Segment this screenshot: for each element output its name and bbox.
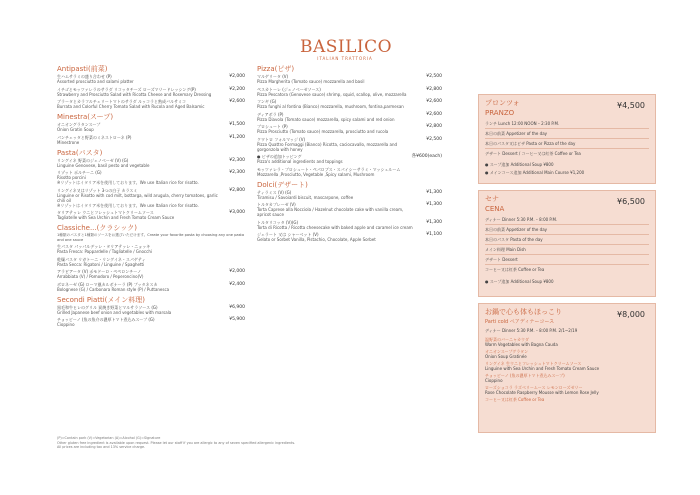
menu-item: アラビアータ (V) ポモドーロ・ペペロンチーノ Arrabbiata (V) / Pomodoro / Peperoncino(V) ¥2,000 xyxy=(57,269,245,279)
item-price: ¥2,000 xyxy=(229,269,245,274)
section-antipasti xyxy=(57,64,245,109)
section-title: Minestra(スープ) xyxy=(57,113,114,121)
course-box-pair-dinner xyxy=(478,303,656,433)
item-price: ¥3,000 xyxy=(229,210,245,215)
item-price: ¥5,900 xyxy=(229,317,245,322)
menu-item: マルゲリータ (V) Pizza Margherita (Tomato sauce) mozzarella and basil ¥2,500 xyxy=(257,74,442,84)
menu-item: クワトロ フォルマッジ (V) Pizza Quattro Formaggi (Bianco) Ricotta, caciocavallo, mozzarella and gorgonzola with honey ¥2,500 xyxy=(257,136,442,152)
menu-item: モッツァレラ・プロシュート・ペパロブス・スパイシーサラミ・マッシュルーム Mozzarella ,Prosciutto, Vegetable ,Spicy salami, Mushroom xyxy=(257,166,401,177)
menu-item: パンチェッタと野菜のミネストローネ (P) Minestrone ¥1,200 xyxy=(57,134,245,145)
divider xyxy=(485,264,649,265)
item-price: ¥6,900 xyxy=(229,304,245,310)
menu-column-left xyxy=(57,62,245,330)
menu-item: リゾット ポルチーニ (G) Risotto porcini ※リゾットはイタリア米を使用しております。We use Italian rice for risotto. ¥2,300 xyxy=(57,170,245,185)
menu-item: タリアテッレ ウニとフレッシュトマトクリームソース Tagliatelle with Sea Urchin and Fresh Tomato Cream Sauce ¥3,000 xyxy=(57,210,245,220)
section-title: Pasta(パスタ) xyxy=(57,148,103,157)
divider xyxy=(485,234,649,235)
menu-item: トルタリコッタ (V)(G) Torta di Ricotta / Ricotta cheesecake with baked apple and caramel ice cream ¥1,300 xyxy=(257,219,442,230)
item-price: ¥2,600 xyxy=(426,99,442,104)
section-dolci xyxy=(257,180,442,243)
course-row: 本日の前菜 Appetizer of the day xyxy=(485,131,548,136)
menu-item: トルタカプレーゼ (V) Torta Caprese alla Nocciola / Hazelnut chocolate cake with vanilla cream, apricot sauce ¥1,300 xyxy=(257,202,442,217)
course-row: オニオンスープグラタン xyxy=(485,349,529,354)
course-title-en: CENA xyxy=(485,205,505,213)
course-row: コーヒー又は紅茶 Coffee or Tea xyxy=(485,267,545,272)
course-row: デザート Dessert / コーヒー又は紅茶 Coffee or Tea xyxy=(485,151,581,156)
menu-item: フンギ (G) Pizza funghi al fontina (Bianco) mozzarella, mushroom, fontina,parmesan ¥2,600 xyxy=(257,99,442,109)
course-addon: ● メインコース追加 Additional Main Course ¥1,200 xyxy=(485,170,585,175)
course-title: セナ xyxy=(485,195,499,203)
menu-item: イチゴとモッツァレラのサラダ リコッタチーズ ローズマリードレッシング(P) Strawberry and Prosciutto Salad with Ricotta Cheese and Rosemary Dressing ¥2,200 xyxy=(57,86,245,97)
divider xyxy=(485,138,649,139)
course-row: リングイネ 生ウニとフレッシュトマトクリームソース xyxy=(485,361,582,366)
item-price: ¥1,300 xyxy=(426,202,442,207)
course-title-en: Parti cold ペアディナーコース xyxy=(485,319,555,325)
course-addon: ● スープ追加 Additional Soup ¥800 xyxy=(485,162,554,167)
course-row: ローズショコラ ラズベリームース レモンローズゼリー xyxy=(485,385,583,390)
course-row: Warm Vegetables with Bagna Cauda xyxy=(485,342,558,347)
course-row: 本日のパスタ又はピザ Pasta or Pizza of the day xyxy=(485,141,576,146)
item-price: ¥2,600 xyxy=(229,99,245,104)
course-price: ¥8,000 xyxy=(617,310,645,319)
course-row: Cioppino xyxy=(485,378,503,383)
item-price: ¥1,300 xyxy=(426,219,442,225)
menu-item: 生ハムサラミの盛り合わせ (P) Assorted prosciutto and salami platter ¥2,000 xyxy=(57,74,245,84)
course-row: ランチ Lunch 12:00 NOON – 2:30 P.M. xyxy=(485,121,560,126)
menu-item: ボロネーゼ (G) ローマ風カルボナーラ (P) プッタネスカ Bolognese (G) / Carbonara Roman style (P) / Puttanesca ¥2,400 xyxy=(57,281,245,292)
item-price: ¥2,800 xyxy=(426,86,442,92)
item-price: ¥2,800 xyxy=(426,124,442,129)
section-pizza xyxy=(257,64,442,177)
course-box-cena xyxy=(478,190,656,297)
item-price: ¥2,600 xyxy=(426,111,442,117)
course-row: Rose Chocolate Raspberry Mousse with Lemon Rose Jelly xyxy=(485,390,599,395)
divider xyxy=(485,244,649,245)
course-box-pranzo xyxy=(478,94,656,184)
menu-item: プロシュート (P) Pizza Prosciutto (Tomato sauce) mozzarella, prosciutto and rucola ¥2,800 xyxy=(257,124,442,134)
item-price: 各¥600(each) xyxy=(411,154,442,159)
menu-item: リングイネ又はリゾット 3つの白子 カラスミ Linguine or Risotto with cod milt, bottarga, wild arugula, cherry tomatoes, garlic chili oil ※リゾットはイタリア米を使用しております。We use Italian rice for risotto. ¥2,800 xyxy=(57,187,245,208)
menu-item: ペスカトーレ (ジェノベーゼソース) Pizza Pescatora (Genovese sauce) shrimp, squid, scallop, olive, mozzarella ¥2,800 xyxy=(257,86,442,97)
section-classiche xyxy=(57,223,245,292)
item-price: ¥2,400 xyxy=(229,281,245,287)
item-price: ¥1,100 xyxy=(426,232,442,237)
menu-item: オニオングラタンスープ Onion Gratin Soup ¥1,500 xyxy=(57,122,245,132)
menu-item: 乾燥パスタ リガトーニ・リングイネ・スパゲティ Pasta Secca: Rigatoni / Linguine / Spaghetti xyxy=(57,256,146,267)
menu-item: チョッピーノ (魚の魚介の濃厚トマト煮込みスープ (G) Cioppino ¥5,900 xyxy=(57,317,245,327)
course-title: お鍋で心も体もほっこり xyxy=(485,308,562,316)
course-addon: ● スープ追加 Additional Soup ¥800 xyxy=(485,279,554,284)
course-row: 温野菜のバーニャカウダ xyxy=(485,337,529,342)
course-price: ¥6,500 xyxy=(617,197,645,206)
course-row: ディナー Dinner 5:30 P.M. – 8:00 P.M. xyxy=(485,217,558,222)
item-price: ¥1,200 xyxy=(229,134,245,140)
menu-item: リングイネ 野菜のジェノベーゼ (V) (G) Linguine Genovese, basil pesto and vegetable ¥2,300 xyxy=(57,157,245,168)
menu-item: ジェラート 又は シャーベット (V) Gelato or Sorbet Vanilla, Pistachio, Chocolate, Apple Sorbet ¥1,100 xyxy=(257,232,442,242)
course-row: Onion Soup Gratinée xyxy=(485,354,527,359)
section-title: Classiche...(クラシック) xyxy=(57,224,137,232)
section-title: Pizza(ピザ) xyxy=(257,65,295,73)
item-price: ¥2,500 xyxy=(426,74,442,79)
course-row: 本日の前菜 Appetizer of the day xyxy=(485,227,548,232)
menu-item: 黒毛和牛ヒレのグリル 炭焼き野菜とマルサラソース (G) Grilled Japanese beef onion and vegetables with marsala ¥6,900 xyxy=(57,304,245,315)
divider xyxy=(485,128,649,129)
menu-item: ● ピザの追加トッピング Pizza's additional ingredients and toppings 各¥600(each) xyxy=(257,154,442,164)
divider xyxy=(485,148,649,149)
item-price: ¥1,300 xyxy=(426,189,442,195)
menu-item: ブラータとカラフルチェリートマトのサラダ ルッコラと熟成バルサミコ Burrata and Colorful Cherry Tomato Salad with Rucola and Aged Balsamic ¥2,600 xyxy=(57,99,245,109)
course-row: コーヒー又は紅茶 Coffee or Tea xyxy=(485,397,545,402)
course-title: プロンツォ xyxy=(485,99,520,107)
course-row: Linguine with Sea Urchin and Fresh Tomato Cream Sauce xyxy=(485,366,600,371)
item-price: ¥2,800 xyxy=(229,187,245,193)
item-price: ¥2,200 xyxy=(229,86,245,92)
item-price: ¥1,500 xyxy=(229,122,245,127)
divider xyxy=(485,254,649,255)
item-price: ¥2,300 xyxy=(229,170,245,175)
menu-item: 生パスタ パッパルデッレ・タリアテッレ・ニョッキ Pasta Fresca: Pappardelle / Tagliatelle / Gnocchi xyxy=(57,244,152,254)
section-title: Antipasti(前菜) xyxy=(57,65,108,73)
course-row: メイン料理 Main Dish xyxy=(485,247,526,252)
section-intro: 1種類のパスタと1種類のソースをお選びいただけます。Create your favorite pasta by choosing any one pasta and one sauce xyxy=(57,233,245,242)
course-price: ¥4,500 xyxy=(617,101,645,110)
menu-footnote: (P)=Contain pork (V)=Vegetarian (A)=Alcohol (G)=Signature Other gluten free ingredient is available upon request. Please let our staff if you are allergic to any of seven specified allergenic ingredients. All prices are including tax and 13% service charge. xyxy=(57,436,296,449)
course-row: デザート Dessert xyxy=(485,257,518,262)
section-title: Dolci(デザート) xyxy=(257,180,308,189)
section-minestra xyxy=(57,112,245,145)
item-price: ¥2,000 xyxy=(229,74,245,79)
menu-item: ディアボラ (P) Pizza Diavola (Tomato sauce) mozzarella, spicy salami and red onion ¥2,600 xyxy=(257,111,442,122)
course-row: 本日のパスタ Pasta of the day xyxy=(485,237,543,242)
divider xyxy=(485,224,649,225)
section-title: Secondi Piatti(メイン料理) xyxy=(57,295,145,304)
item-price: ¥2,500 xyxy=(426,136,442,142)
item-price: ¥2,300 xyxy=(229,157,245,163)
course-row: チョッピーノ (魚の濃厚トマト煮込みスープ) xyxy=(485,373,565,378)
menu-column-middle xyxy=(257,62,442,245)
brand-logo xyxy=(300,37,393,61)
section-pasta xyxy=(57,148,245,221)
section-secondi xyxy=(57,295,245,328)
course-title-en: PRANZO xyxy=(485,109,515,117)
menu-item: ティラミス (V) (G) Tiramisu / Savoiardi biscuit, mascarpone, coffee ¥1,300 xyxy=(257,189,442,200)
course-row: ディナー Dinner 5:30 P.M. – 8:00 P.M. 2/1~2/19 xyxy=(485,328,578,333)
logo-subtitle: ITALIAN TRATTORIA xyxy=(317,56,373,61)
logo-brand: BASILICO xyxy=(300,37,393,57)
